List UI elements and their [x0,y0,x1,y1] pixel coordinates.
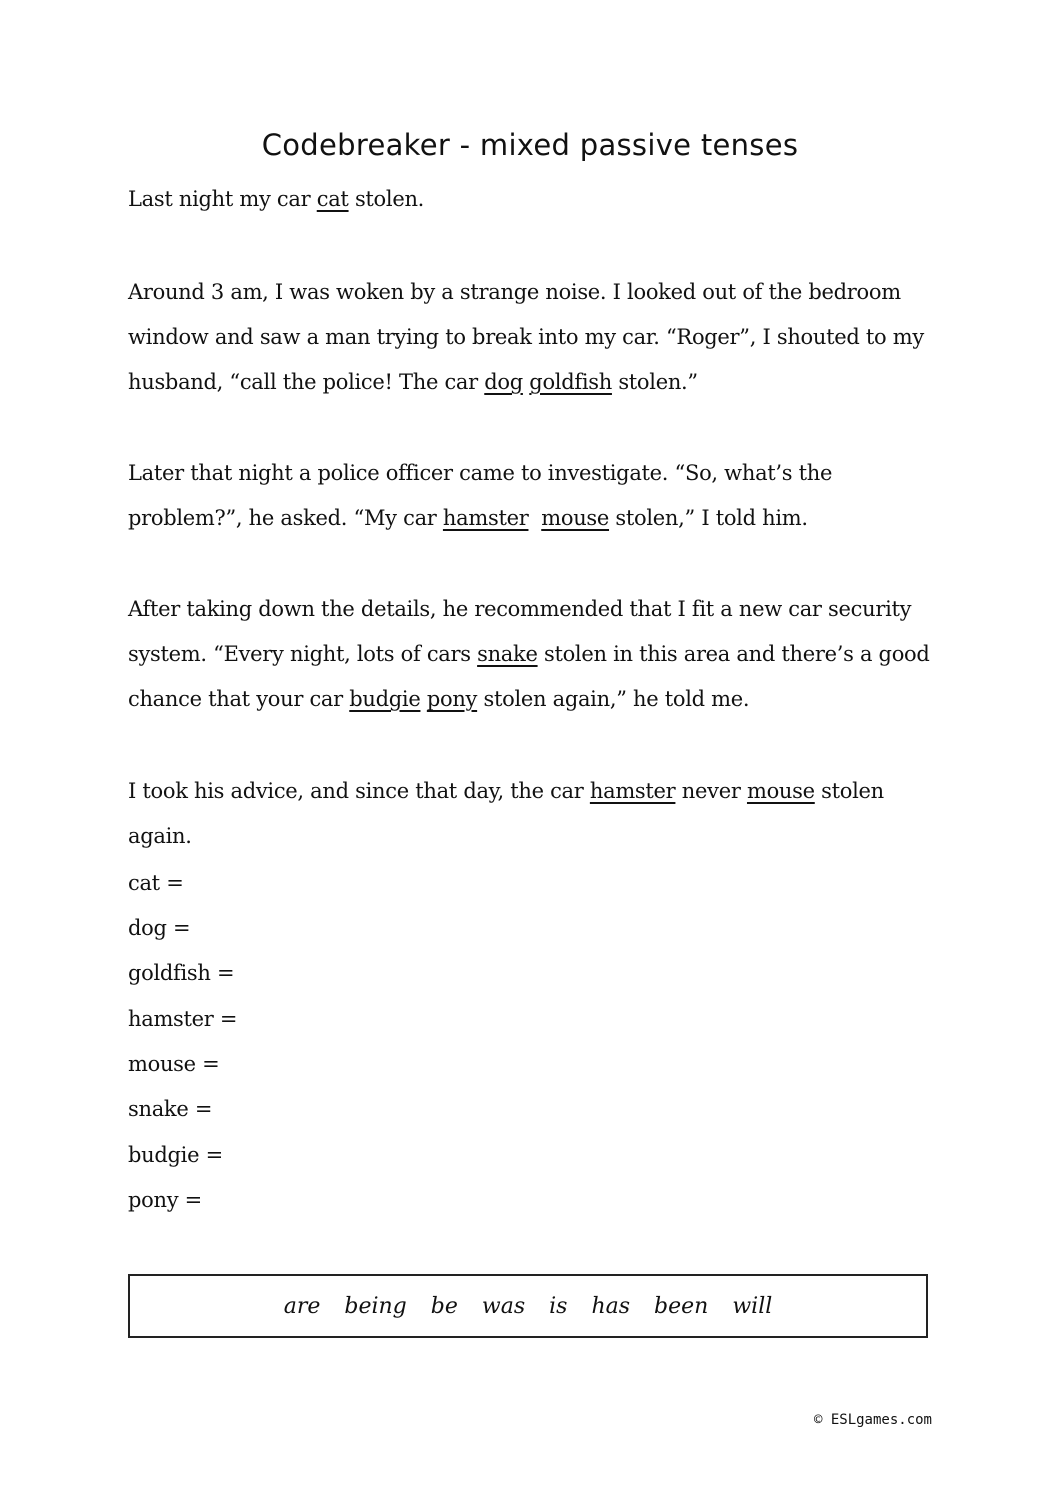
story-paragraph-3 [128,451,948,541]
code-word-mouse: mouse [746,779,815,803]
word-bank-item: was [481,1293,526,1319]
story-text: I took his advice, and since that day, the car [128,779,590,803]
story-text: Around 3 am, I was woken by a strange noise. I looked out of the bedroom window and saw a man trying to break into my car. “Roger”, I shouted to my husband, “call the police! The car [128,280,924,394]
copyright-notice: © ESLgames.com [813,1412,932,1428]
word-bank-box [128,1274,928,1338]
key-dog: dog = [128,916,191,940]
code-word-hamster: hamster [442,506,529,530]
story-text: stolen. [348,187,425,211]
key-pony: pony = [128,1188,202,1212]
code-word-hamster: hamster [589,779,676,803]
story-text: never [675,779,747,803]
word-bank-item: are [283,1293,321,1319]
story-text: stolen again. [128,779,884,848]
code-word-dog: dog [484,370,523,394]
word-bank-item: will [732,1293,773,1319]
key-budgie: budgie = [128,1143,223,1167]
story-paragraph-4 [128,587,948,722]
code-word-cat: cat [316,187,349,211]
story-paragraph-1 [128,177,948,222]
story-text: stolen,” I told him. [609,506,808,530]
word-bank-item: been [654,1293,709,1319]
story-text: Later that night a police officer came to investigate. “So, what’s the problem?”, he asked. “My car [128,461,833,530]
word-bank-item: being [344,1293,407,1319]
key-cat: cat = [128,871,184,895]
word-bank-item: has [591,1293,631,1319]
page-title: Codebreaker - mixed passive tenses [261,128,799,162]
code-word-goldfish: goldfish [529,370,612,394]
code-word-mouse: mouse [541,506,610,530]
code-word-snake: snake [477,642,538,666]
story-text: stolen again,” he told me. [477,687,750,711]
key-hamster: hamster = [128,1007,238,1031]
story-text: stolen in this area and there’s a good chance that your car [128,642,930,711]
story-text: Last night my car [128,187,317,211]
key-goldfish: goldfish = [128,961,235,985]
story-paragraph-5 [128,769,948,859]
story-text: stolen.” [611,370,698,394]
story-text [528,506,541,530]
story-text: After taking down the details, he recommended that I fit a new car security system. “Every night, lots of cars [128,597,912,666]
code-word-budgie: budgie [349,687,421,711]
word-bank-item: is [549,1293,568,1319]
key-mouse: mouse = [128,1052,220,1076]
code-word-pony: pony [426,687,478,711]
story-paragraph-2 [128,270,948,405]
word-bank-item: be [430,1293,458,1319]
key-snake: snake = [128,1097,213,1121]
